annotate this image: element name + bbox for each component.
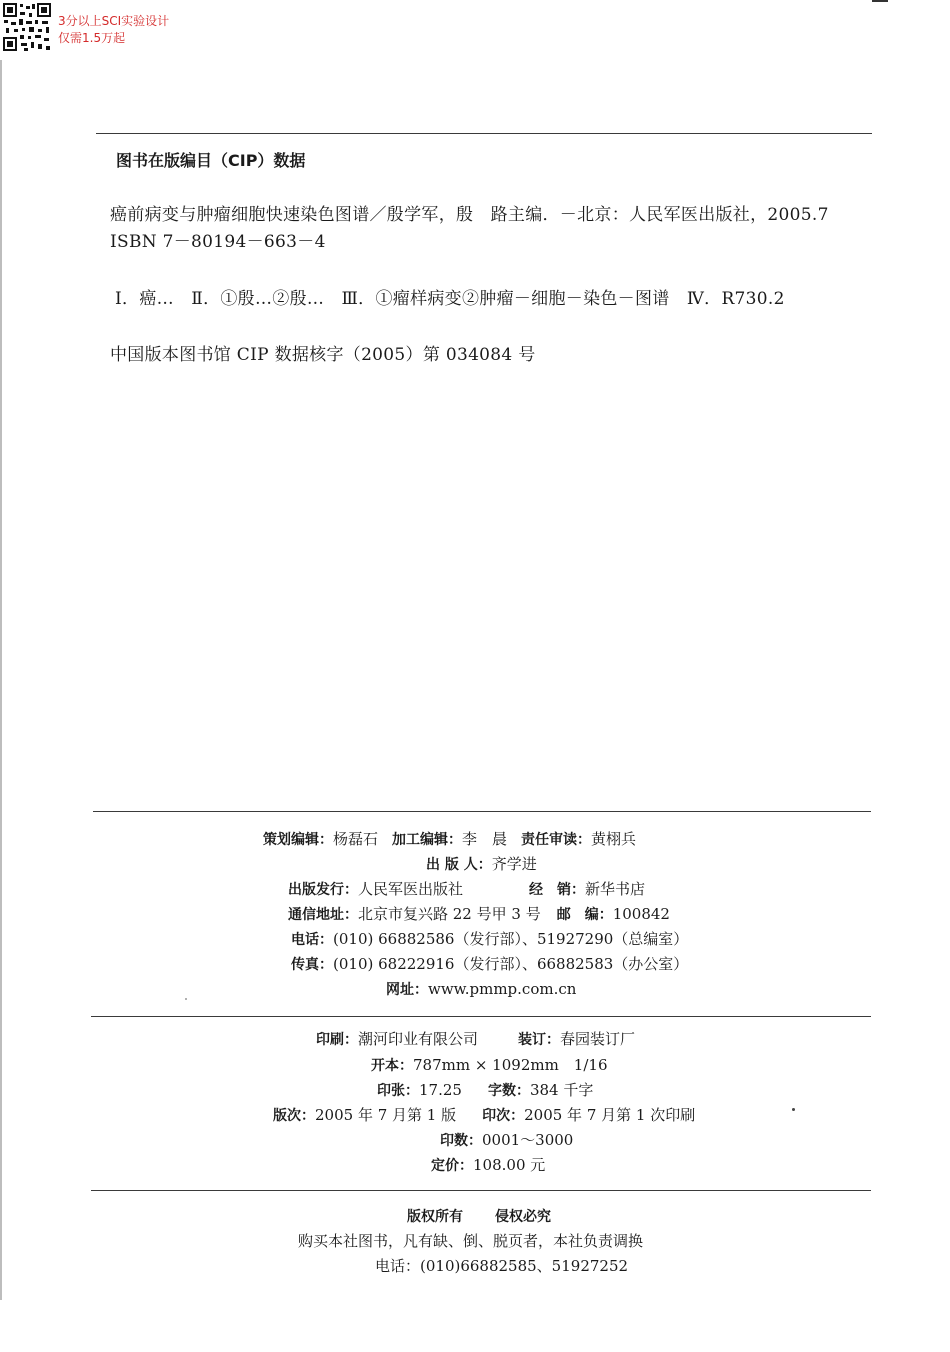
edition-label: 版次：: [273, 1108, 315, 1124]
address-label: 通信地址：: [288, 907, 358, 923]
print-edition-row: [273, 1106, 695, 1125]
cip-record-line: 癌前病变与肿瘤细胞快速染色图谱／殷学军，殷 路主编．－北京：人民军医出版社，2005.7: [110, 205, 829, 225]
fax-label: 传真：: [291, 957, 333, 973]
postcode: 100842: [612, 905, 670, 923]
credit-publisher-row: [288, 880, 645, 899]
print-sheets-row: [377, 1081, 593, 1100]
sheets: 17.25: [419, 1081, 462, 1099]
postcode-label: 邮 编：: [556, 907, 613, 923]
scan-edge: [0, 60, 2, 1300]
scan-speck: [185, 998, 187, 1000]
cip-isbn: ISBN 7－80194－663－4: [110, 232, 326, 252]
sheets-label: 印张：: [377, 1083, 419, 1099]
price: 108.00 元: [473, 1156, 546, 1174]
address: 北京市复兴路 22 号甲 3 号: [358, 905, 541, 923]
print-printer-row: [316, 1030, 635, 1049]
review: 黄栩兵: [591, 830, 637, 848]
ad-badge-line1: 3分以上SCI实验设计: [58, 14, 170, 28]
distributor: 新华书店: [585, 880, 646, 898]
planning-editor-label: 策划编辑：: [263, 832, 333, 848]
copies-label: 印数：: [440, 1133, 482, 1149]
binding-label: 装订：: [518, 1032, 561, 1048]
impression-label: 印次：: [482, 1108, 525, 1124]
format: 787mm × 1092mm 1/16: [413, 1056, 608, 1074]
divider-top: [96, 133, 872, 134]
ad-badge-line2: 仅需1.5万起: [58, 31, 126, 45]
processing-editor-label: 加工编辑：: [392, 832, 463, 848]
scan-speck: [792, 1108, 795, 1111]
copyright-row: [407, 1207, 551, 1226]
review-label: 责任审读：: [521, 832, 592, 848]
edition: 2005 年 7 月第 1 版: [315, 1106, 457, 1124]
print-copies-row: [440, 1131, 573, 1150]
words-label: 字数：: [487, 1083, 530, 1099]
piracy-warning: 侵权必究: [495, 1209, 551, 1225]
rights-reserved: 版权所有: [407, 1209, 463, 1225]
credit-publisher-person-row: [426, 855, 537, 874]
copies: 0001～3000: [482, 1131, 574, 1149]
phone: (010) 66882586（发行部）、51927290（总编室）: [333, 930, 689, 948]
copyright-phone: 电话：(010)66882585、51927252: [375, 1257, 629, 1275]
print-price-row: [431, 1156, 545, 1175]
cip-classification: Ⅰ．癌… Ⅱ．①殷…②殷… Ⅲ．①瘤样病变②肿瘤－细胞－染色－图谱 Ⅳ．R730.2: [115, 289, 785, 309]
printer-label: 印刷：: [316, 1032, 358, 1048]
credit-address-row: [288, 905, 670, 924]
format-label: 开本：: [371, 1058, 413, 1074]
qr-code-icon: [2, 2, 52, 52]
processing-editor: 李 晨: [462, 830, 508, 848]
price-label: 定价：: [431, 1158, 473, 1174]
divider-copyright: [91, 1190, 871, 1191]
credit-phone-row: [291, 930, 688, 949]
printer: 潮河印业有限公司: [358, 1030, 479, 1048]
print-format-row: [371, 1056, 608, 1075]
phone-label: 电话：: [291, 932, 333, 948]
fax: (010) 68222916（发行部）、66882583（办公室）: [333, 955, 689, 973]
publisher: 人民军医出版社: [358, 880, 464, 898]
website: www.pmmp.com.cn: [428, 980, 577, 998]
website-label: 网址：: [386, 982, 428, 998]
credit-fax-row: [291, 955, 688, 974]
cip-title: 图书在版编目（CIP）数据: [116, 151, 306, 170]
cip-approval-number: 中国版本图书馆 CIP 数据核字（2005）第 034084 号: [110, 345, 536, 365]
words: 384 千字: [529, 1081, 594, 1099]
divider-credits: [93, 811, 871, 812]
divider-print: [91, 1016, 871, 1017]
publisher-person: 齐学进: [491, 855, 537, 873]
credit-editors-row: [263, 830, 636, 849]
binding: 春园装订厂: [560, 1030, 636, 1048]
copyright-notice: 购买本社图书，凡有缺、倒、脱页者，本社负责调换: [298, 1232, 644, 1250]
scan-mark: [872, 0, 888, 2]
distributor-label: 经 销：: [529, 882, 586, 898]
publisher-label: 出版发行：: [288, 882, 358, 898]
publisher-person-label: 出 版 人：: [426, 857, 492, 873]
impression: 2005 年 7 月第 1 次印刷: [524, 1106, 696, 1124]
credit-website-row: [386, 980, 576, 999]
planning-editor: 杨磊石: [333, 830, 379, 848]
